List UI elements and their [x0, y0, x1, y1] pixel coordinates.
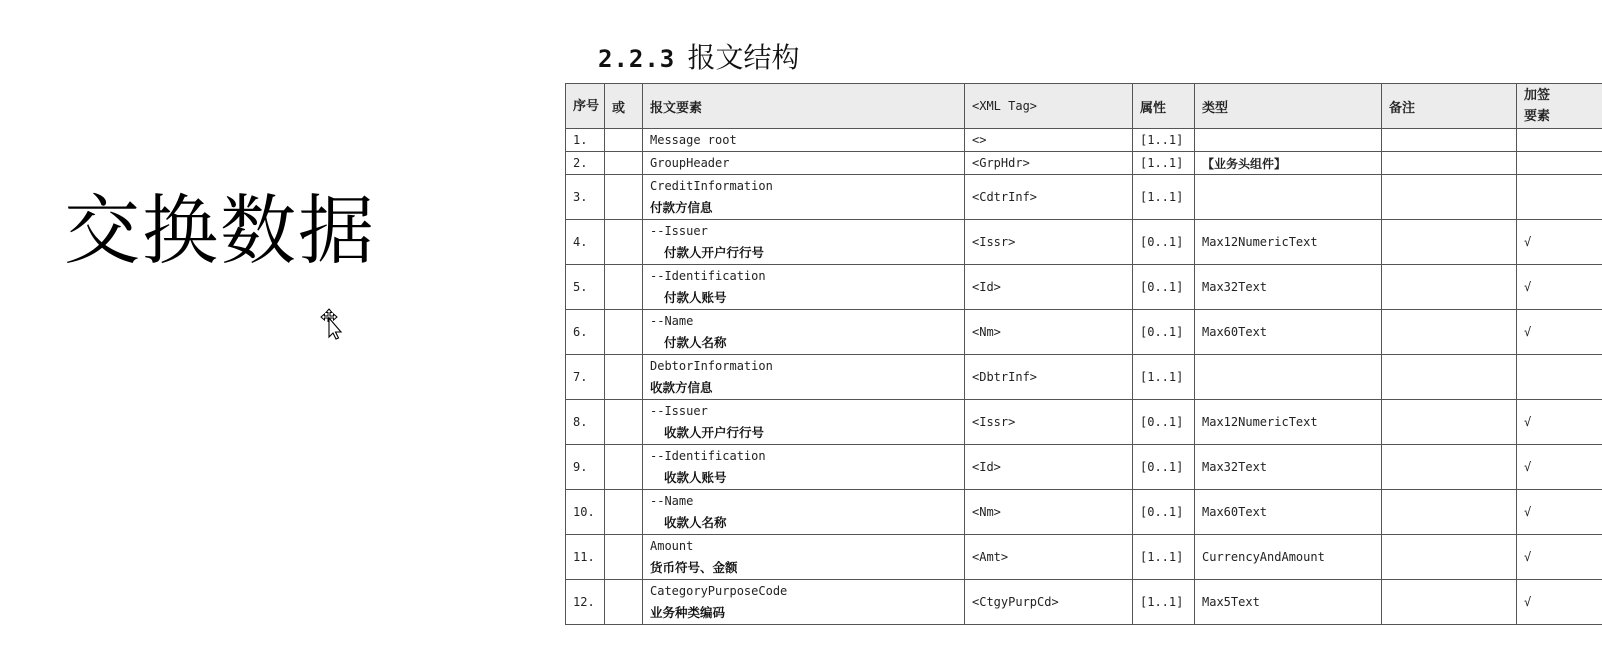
cell-sign: √ — [1517, 445, 1602, 490]
cell-remark — [1382, 152, 1517, 175]
table-row — [566, 400, 1602, 445]
table-row — [566, 355, 1602, 400]
cell-element — [643, 445, 965, 490]
cell-or — [605, 129, 643, 152]
cell-sign: √ — [1517, 490, 1602, 535]
cell-remark — [1382, 580, 1517, 625]
element-name-en: --Issuer — [650, 223, 708, 238]
cell-type: Max12NumericText — [1195, 400, 1382, 445]
cell-seq: 2. — [566, 152, 605, 175]
cell-type: Max60Text — [1195, 490, 1382, 535]
element-name-cn: 付款人账号 — [664, 289, 727, 305]
header-remark: 备注 — [1382, 84, 1517, 129]
element-name-en: DebtorInformation — [650, 358, 773, 373]
header-element: 报文要素 — [643, 84, 965, 129]
cell-seq: 3. — [566, 175, 605, 220]
table-row — [566, 220, 1602, 265]
header-xml-tag: <XML Tag> — [965, 84, 1133, 129]
cell-sign: √ — [1517, 535, 1602, 580]
element-name-cn: 收款人名称 — [664, 514, 727, 530]
table-row — [566, 490, 1602, 535]
element-name-cn: 收款人账号 — [664, 469, 727, 485]
header-seq: 序号 — [566, 84, 605, 129]
cell-type — [1195, 175, 1382, 220]
cell-remark — [1382, 220, 1517, 265]
cell-attr: [1..1] — [1133, 129, 1195, 152]
cell-remark — [1382, 535, 1517, 580]
table-row — [566, 175, 1602, 220]
cell-sign — [1517, 152, 1602, 175]
cell-element — [643, 355, 965, 400]
cell-or — [605, 535, 643, 580]
element-name-en: --Identification — [650, 448, 766, 463]
cell-element — [643, 175, 965, 220]
element-name-en: --Identification — [650, 268, 766, 283]
cell-element — [643, 580, 965, 625]
cell-attr: [0..1] — [1133, 220, 1195, 265]
cell-element — [643, 220, 965, 265]
table-row — [566, 445, 1602, 490]
table-row — [566, 535, 1602, 580]
section-heading — [598, 36, 800, 76]
cell-sign: √ — [1517, 310, 1602, 355]
cell-seq: 7. — [566, 355, 605, 400]
cell-type — [1195, 355, 1382, 400]
table-row — [566, 310, 1602, 355]
cell-element — [643, 129, 965, 152]
element-name-en: CreditInformation — [650, 178, 773, 193]
element-name-en: --Issuer — [650, 403, 708, 418]
table-body — [566, 129, 1602, 625]
cell-xml-tag: <Issr> — [965, 400, 1133, 445]
cell-or — [605, 265, 643, 310]
cell-xml-tag: <Nm> — [965, 310, 1133, 355]
cell-seq: 8. — [566, 400, 605, 445]
cell-attr: [1..1] — [1133, 355, 1195, 400]
element-name-en: Amount — [650, 538, 694, 553]
cell-attr: [1..1] — [1133, 175, 1195, 220]
cell-seq: 6. — [566, 310, 605, 355]
cell-attr: [0..1] — [1133, 265, 1195, 310]
cell-seq: 10. — [566, 490, 605, 535]
cell-remark — [1382, 310, 1517, 355]
message-structure-table — [565, 83, 1602, 625]
element-name-cn: 货币符号、金额 — [650, 559, 738, 575]
element-name-en: Message root — [650, 132, 737, 147]
cell-xml-tag: <DbtrInf> — [965, 355, 1133, 400]
cell-xml-tag: <GrpHdr> — [965, 152, 1133, 175]
table-row — [566, 580, 1602, 625]
header-attr: 属性 — [1133, 84, 1195, 129]
cell-xml-tag: <Nm> — [965, 490, 1133, 535]
element-name-cn: 付款方信息 — [650, 199, 713, 215]
cell-xml-tag: <> — [965, 129, 1133, 152]
cell-seq: 5. — [566, 265, 605, 310]
cell-xml-tag: <Issr> — [965, 220, 1133, 265]
section-number: 2.2.3 — [598, 45, 676, 73]
cell-attr: [1..1] — [1133, 152, 1195, 175]
cell-seq: 11. — [566, 535, 605, 580]
cell-or — [605, 220, 643, 265]
cell-type: Max32Text — [1195, 445, 1382, 490]
cell-or — [605, 445, 643, 490]
cell-remark — [1382, 355, 1517, 400]
cell-attr: [1..1] — [1133, 535, 1195, 580]
cell-type: CurrencyAndAmount — [1195, 535, 1382, 580]
element-name-en: --Name — [650, 493, 694, 508]
element-name-cn: 付款人开户行行号 — [664, 244, 765, 260]
element-name-cn: 收款方信息 — [650, 379, 713, 395]
table-row — [566, 265, 1602, 310]
cell-element — [643, 400, 965, 445]
element-name-cn: 收款人开户行行号 — [664, 424, 765, 440]
slide-title: 交换数据 — [64, 186, 376, 275]
cell-attr: [0..1] — [1133, 490, 1195, 535]
element-name-cn: 业务种类编码 — [650, 604, 726, 620]
table-row — [566, 152, 1602, 175]
move-cursor-icon — [320, 308, 344, 340]
cell-or — [605, 175, 643, 220]
cell-sign: √ — [1517, 265, 1602, 310]
cell-or — [605, 310, 643, 355]
cell-seq: 12. — [566, 580, 605, 625]
element-name-en: CategoryPurposeCode — [650, 583, 788, 598]
cell-type: Max12NumericText — [1195, 220, 1382, 265]
cell-type: Max32Text — [1195, 265, 1382, 310]
cell-element — [643, 535, 965, 580]
cell-seq: 4. — [566, 220, 605, 265]
cell-element — [643, 490, 965, 535]
cell-seq: 9. — [566, 445, 605, 490]
cell-xml-tag: <CtgyPurpCd> — [965, 580, 1133, 625]
cell-remark — [1382, 175, 1517, 220]
cell-remark — [1382, 129, 1517, 152]
cell-remark — [1382, 400, 1517, 445]
cell-sign: √ — [1517, 580, 1602, 625]
cell-xml-tag: <Id> — [965, 445, 1133, 490]
cell-xml-tag: <Id> — [965, 265, 1133, 310]
cell-or — [605, 152, 643, 175]
cell-xml-tag: <CdtrInf> — [965, 175, 1133, 220]
cell-xml-tag: <Amt> — [965, 535, 1133, 580]
element-name-en: --Name — [650, 313, 694, 328]
cell-element — [643, 152, 965, 175]
cell-sign — [1517, 175, 1602, 220]
cell-or — [605, 355, 643, 400]
cell-or — [605, 580, 643, 625]
cell-sign — [1517, 355, 1602, 400]
cell-element — [643, 265, 965, 310]
element-name-en: GroupHeader — [650, 155, 730, 170]
cell-attr: [0..1] — [1133, 310, 1195, 355]
cell-remark — [1382, 445, 1517, 490]
cell-type: 【业务头组件】 — [1195, 152, 1382, 175]
table-header-row — [566, 84, 1602, 129]
header-sign: 加签要素 — [1517, 84, 1602, 129]
cell-type — [1195, 129, 1382, 152]
element-name-cn: 付款人名称 — [664, 334, 727, 350]
cell-attr: [1..1] — [1133, 580, 1195, 625]
cell-element — [643, 310, 965, 355]
header-or: 或 — [605, 84, 643, 129]
cell-remark — [1382, 265, 1517, 310]
cell-sign: √ — [1517, 220, 1602, 265]
cell-sign: √ — [1517, 400, 1602, 445]
section-title: 报文结构 — [687, 41, 800, 74]
cell-attr: [0..1] — [1133, 400, 1195, 445]
table-row — [566, 129, 1602, 152]
cell-type: Max5Text — [1195, 580, 1382, 625]
cell-remark — [1382, 490, 1517, 535]
cell-attr: [0..1] — [1133, 445, 1195, 490]
cell-seq: 1. — [566, 129, 605, 152]
cell-type: Max60Text — [1195, 310, 1382, 355]
cell-or — [605, 490, 643, 535]
cell-sign — [1517, 129, 1602, 152]
cell-or — [605, 400, 643, 445]
header-type: 类型 — [1195, 84, 1382, 129]
